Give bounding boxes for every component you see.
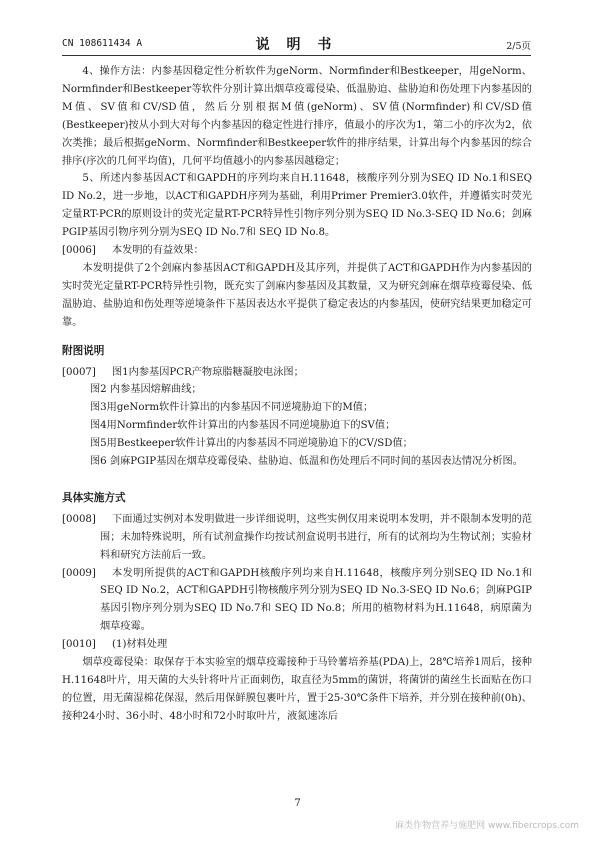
paragraph-material-processing: 烟草疫霉侵染：取保存于本实验室的烟草疫霉接种于马铃薯培养基(PDA)上，28℃培养1周后，接种H.11648叶片，用天菌的大头针将叶片正面刺伤，取直径为5mm的菌饼，将菌饼的菌丝生长面贴在伤口的位置，用无菌湿棉花保湿，然后用保鲜膜包裹叶片，置于25-30℃条件下培养，并分别在接种前(0h)、接种24小时、36小时、48小时和72小时取叶片，液氮速冻后 <box>62 657 532 722</box>
figure-item-6: 图6 剑麻PGIP基因在烟草疫霉侵染、盐胁迫、低温和伤处理后不同时间的基因表达情况分析图。 <box>90 456 523 468</box>
section-heading-figures: 附图说明 <box>62 344 105 357</box>
paragraph-0007 <box>62 364 532 382</box>
paragraph-method-4: 4、操作方法：内参基因稳定性分析软件为geNorm、Normfinder和Bestkeeper，用geNorm、Normfinder和Bestkeeper等软件分别计算出烟草疫霉侵染、低温胁迫、盐胁迫和伤处理下内参基因的M值、SV值和CV/SD值，然后分别根据M值(geNorm)、SV值(Normfinder)和CV/SD值(Bestkeeper)按从小到大对每个内参基因的稳定性进行排序，值最小的序次为1，第二小的序次为2，依次类推；最后根据geNorm、Normfinder和Bestkeeper软件的排序结果，计算出每个内参基因的综合排序(序次的几何平均值)，几何平均值越小的内参基因越稳定； <box>62 66 532 167</box>
paragraph-0006 <box>62 242 532 260</box>
document-body <box>62 63 532 726</box>
paragraph-number: [0010] <box>62 639 96 651</box>
figure-item-2: 图2 内参基因熔解曲线； <box>90 384 202 396</box>
page-indicator: 2/5页 <box>506 41 531 52</box>
watermark: 麻类作物营养与施肥网 www.fibercrops.com <box>395 821 579 831</box>
page-number: 7 <box>294 798 301 809</box>
figure-item-4: 图4用Normfinder软件计算出的内参基因不同逆境胁迫下的SV值； <box>90 420 396 432</box>
page-header <box>62 36 531 54</box>
paragraph-0010 <box>62 636 532 654</box>
header-rule <box>62 55 531 56</box>
paragraph-method-5: 5、所述内参基因ACT和GAPDH的序列均来自H.11648，核酸序列分别为SEQ ID No.1和SEQ ID No.2，进一步地，以ACT和GAPDH序列为基础，利用Primer Premier3.0软件，并遵循实时荧光定量RT-PCR的原则设计的荧光定量RT-PCR特异性引物序列分别为SEQ ID No.3-SEQ ID No.6；剑麻PGIP基因引物序列分别为SEQ ID No.7和 SEQ ID No.8。 <box>62 173 532 239</box>
document-id: CN 108611434 A <box>62 38 143 49</box>
figure-item-5: 图5用Bestkeeper软件计算出的内参基因不同逆境胁迫下的CV/SD值； <box>90 438 413 450</box>
document-title: 说 明 书 <box>255 37 338 53</box>
paragraph-text: 下面通过实例对本发明做进一步详细说明，这些实例仅用来说明本发明，并不限制本发明的范围；未加特殊说明，所有试剂盒操作均按试剂盒说明书进行，所有的试剂均为生物试剂；实验材料和研究方法前后一致。 <box>100 513 532 561</box>
paragraph-text: 本发明所提供的ACT和GAPDH核酸序列均来自H.11648，核酸序列分别SEQ ID No.1和SEQ ID No.2，ACT和GAPDH引物核酸序列分别为SEQ ID No.3-SEQ ID No.6；剑麻PGIP基因引物序列分别为SEQ ID No.7和 SEQ ID No.8；所用的植物材料为H.11648，病原菌为烟草疫霉。 <box>100 567 532 633</box>
paragraph-number: [0006] <box>62 245 96 257</box>
paragraph-text: 图1内参基因PCR产物琼脂糖凝胶电泳图； <box>112 366 304 378</box>
paragraph-text: (1)材料处理 <box>112 639 168 651</box>
paragraph-number: [0009] <box>62 567 96 579</box>
paragraph-0009 <box>62 565 532 637</box>
paragraph-benefits: 本发明提供了2个剑麻内参基因ACT和GAPDH及其序列，并提供了ACT和GAPDH作为内参基因的实时荧光定量RT-PCR特异性引物，既充实了剑麻内参基因及其数量，又为研究剑麻在烟草疫霉侵染、低温胁迫、盐胁迫和伤处理等逆境条件下基因表达水平提供了稳定表达的内参基因，使研究结果更加稳定可靠。 <box>62 262 532 328</box>
section-heading-embodiment: 具体实施方式 <box>62 491 126 504</box>
figure-item-3: 图3用geNorm软件计算出的内参基因不同逆境胁迫下的M值； <box>90 402 374 414</box>
paragraph-0008 <box>62 511 532 565</box>
paragraph-number: [0007] <box>62 366 96 378</box>
paragraph-number: [0008] <box>62 513 96 525</box>
paragraph-text: 本发明的有益效果： <box>112 245 204 257</box>
